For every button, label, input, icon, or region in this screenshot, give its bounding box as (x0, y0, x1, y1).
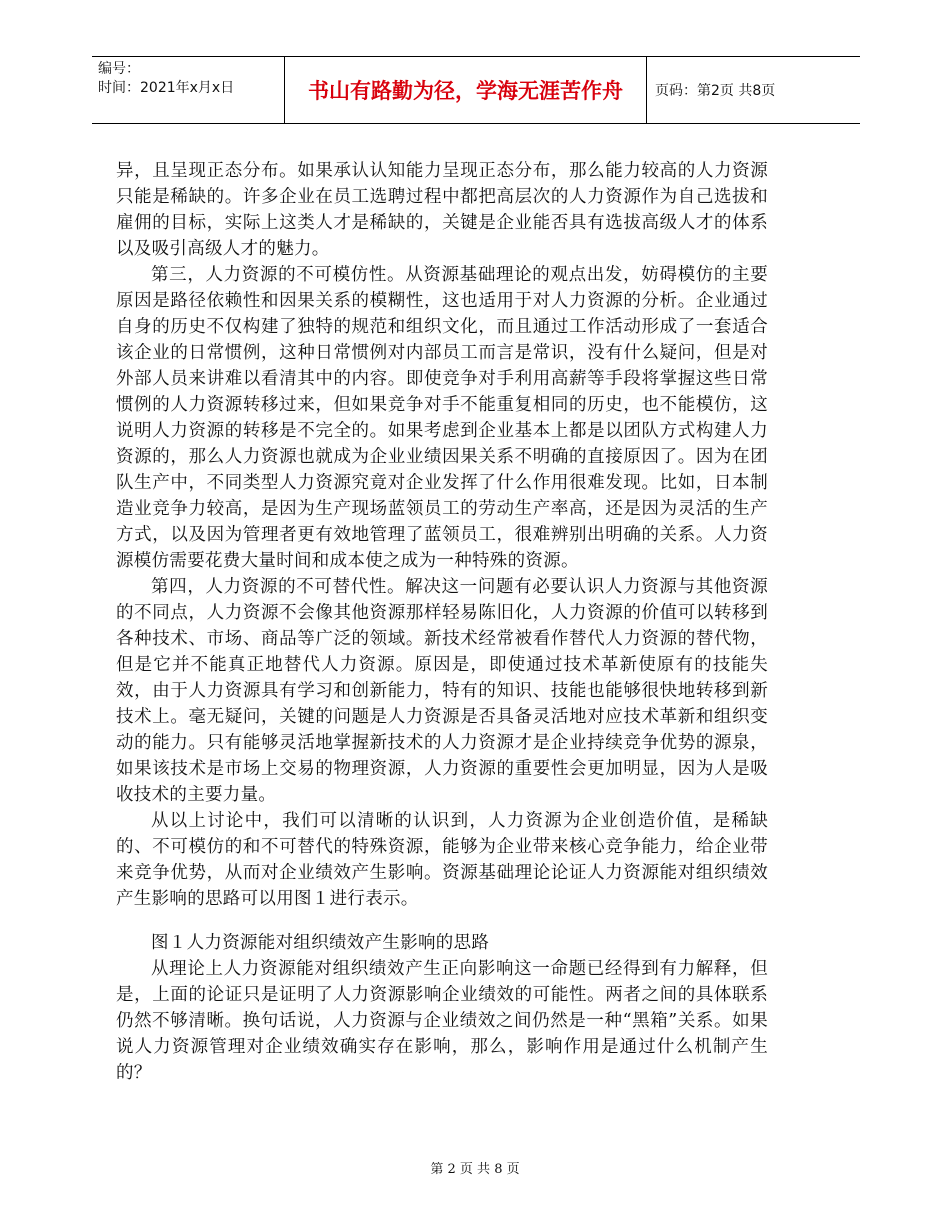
document-number-label: 编号： (98, 61, 140, 77)
document-time-label: 时间：2021年x月x日 (98, 80, 235, 96)
paragraph-black-box: 从理论上人力资源能对组织绩效产生正向影响这一命题已经得到有力解释，但是，上面的论证只是证明了人力资源影响企业绩效的可能性。两者之间的具体联系仍然不够清晰。换句话说，人力资源与企业绩效之间仍然是一种“黑箱”关系。如果说人力资源管理对企业绩效确实存在影响，那么，影响作用是通过什么机制产生的？ (116, 959, 768, 1083)
header-divider-right (646, 57, 647, 123)
paragraph-inimitability: 第三，人力资源的不可模仿性。从资源基础理论的观点出发，妨碍模仿的主要原因是路径依赖性和因果关系的模糊性，这也适用于对人力资源的分析。企业通过自身的历史不仅构建了独特的规范和组织文化，而且通过工作活动形成了一套适合该企业的日常惯例，这种日常惯例对内部员工而言是常识，没有什么疑问，但是对外部人员来讲难以看清其中的内容。即使竞争对手利用高薪等手段将掌握这些日常惯例的人力资源转移过来，但如果竞争对手不能重复相同的历史，也不能模仿，这说明人力资源的转移是不完全的。如果考虑到企业基本上都是以团队方式构建人力资源的，那么人力资源也就成为企业业绩因果关系不明确的直接原因了。因为在团队生产中，不同类型人力资源究竟对企业发挥了什么作用很难发现。比如，日本制造业竞争力较高，是因为生产现场蓝领员工的劳动生产率高，还是因为灵活的生产方式，以及因为管理者更有效地管理了蓝领员工，很难辨别出明确的关系。人力资源模仿需要花费大量时间和成本使之成为一种特殊的资源。 (116, 265, 768, 571)
paragraph-continued: 异，且呈现正态分布。如果承认认知能力呈现正态分布，那么能力较高的人力资源只能是稀缺的。许多企业在员工选聘过程中都把高层次的人力资源作为自己选拔和雇佣的目标，实际上这类人才是稀缺的，关键是企业能否具有选拔高级人才的体系以及吸引高级人才的魅力。 (116, 161, 768, 259)
header-meta (98, 60, 284, 98)
document-body (116, 158, 768, 1086)
header-motto: 书山有路勤为径，学海无涯苦作舟 (308, 79, 623, 103)
page-header (92, 56, 860, 124)
figure-caption: 图１人力资源能对组织绩效产生影响的思路 (151, 933, 490, 953)
header-page-info: 页码：第2页 共8页 (655, 83, 776, 99)
page-footer: 第 2 页 共 8 页 (430, 1162, 520, 1177)
paragraph-conclusion: 从以上讨论中，我们可以清晰的认识到，人力资源为企业创造价值，是稀缺的、不可模仿的和不可替代的特殊资源，能够为企业带来核心竞争能力，给企业带来竞争优势，从而对企业绩效产生影响。资源基础理论论证人力资源能对组织绩效产生影响的思路可以用图１进行表示。 (116, 811, 768, 909)
paragraph-non-substitutability: 第四，人力资源的不可替代性。解决这一问题有必要认识人力资源与其他资源的不同点，人力资源不会像其他资源那样轻易陈旧化，人力资源的价值可以转移到各种技术、市场、商品等广泛的领域。新技术经常被看作替代人力资源的替代物，但是它并不能真正地替代人力资源。原因是，即使通过技术革新使原有的技能失效，由于人力资源具有学习和创新能力，特有的知识、技能也能够很快地转移到新技术上。毫无疑问，关键的问题是人力资源是否具备灵活地对应技术革新和组织变动的能力。只有能够灵活地掌握新技术的人力资源才是企业持续竞争优势的源泉，如果该技术是市场上交易的物理资源，人力资源的重要性会更加明显，因为人是吸收技术的主要力量。 (116, 577, 768, 805)
